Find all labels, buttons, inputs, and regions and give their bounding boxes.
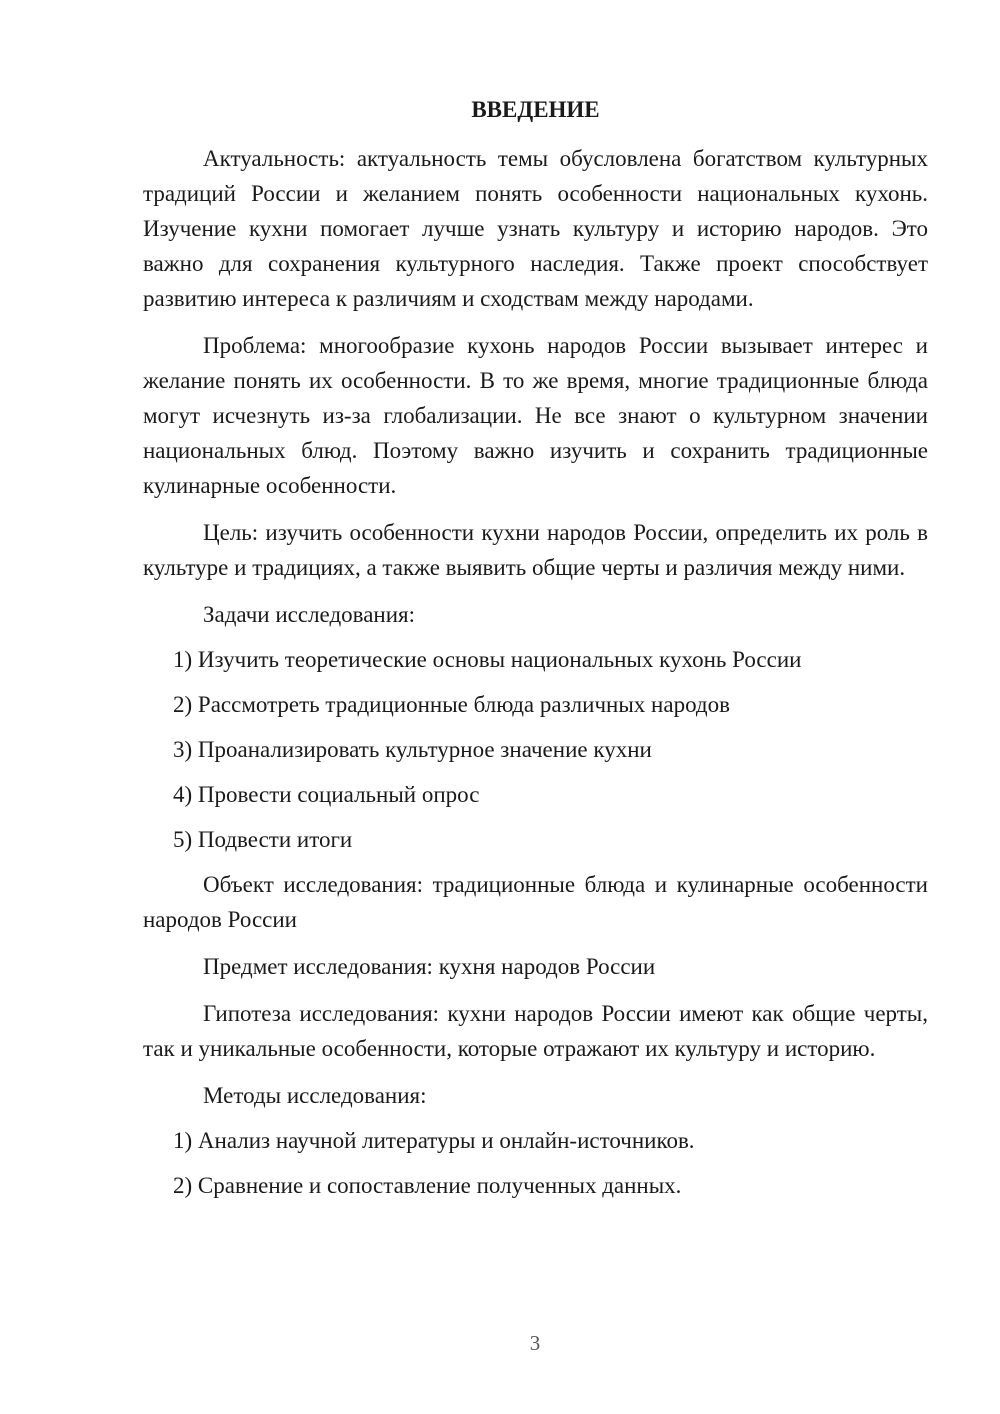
object-paragraph: Объект исследования: традиционные блюда и кулинарные особенности народов России [143, 872, 928, 932]
list-item: 2) Сравнение и сопоставление полученных данных. [173, 1173, 682, 1198]
section-title: ВВЕДЕНИЕ [471, 97, 600, 122]
document-body [143, 92, 928, 1213]
tasks-heading: Задачи исследования: [203, 602, 416, 627]
subject-paragraph: Предмет исследования: кухня народов России [203, 954, 656, 979]
tasks-list [143, 642, 928, 857]
list-item: 1) Анализ научной литературы и онлайн-источников. [173, 1128, 695, 1153]
page-number: 3 [529, 1331, 541, 1355]
list-item: 1) Изучить теоретические основы национальных кухонь России [173, 647, 802, 672]
problem-paragraph: Проблема: многообразие кухонь народов России вызывает интерес и желание понять их особенности. В то же время, многие традиционные блюда могут исчезнуть из-за глобализации. Не все знают о культурном значении национальных блюд. Поэтому важно изучить и сохранить традиционные кулинарные особенности. [143, 333, 928, 498]
methods-list [143, 1123, 928, 1203]
relevance-paragraph: Актуальность: актуальность темы обусловлена богатством культурных традиций России и желанием понять особенности национальных кухонь. Изучение кухни помогает лучше узнать культуру и историю народов. Это важно для сохранения культурного наследия. Также проект способствует развитию интереса к различиям и сходствам между народами. [143, 146, 928, 311]
list-item: 2) Рассмотреть традиционные блюда различных народов [173, 692, 730, 717]
list-item: 5) Подвести итоги [173, 827, 353, 852]
hypothesis-paragraph: Гипотеза исследования: кухни народов России имеют как общие черты, так и уникальные особенности, которые отражают их культуру и историю. [143, 1001, 928, 1061]
methods-heading: Методы исследования: [203, 1083, 427, 1108]
goal-paragraph: Цель: изучить особенности кухни народов России, определить их роль в культуре и традициях, а также выявить общие черты и различия между ними. [143, 520, 928, 580]
list-item: 4) Провести социальный опрос [173, 782, 480, 807]
list-item: 3) Проанализировать культурное значение кухни [173, 737, 652, 762]
